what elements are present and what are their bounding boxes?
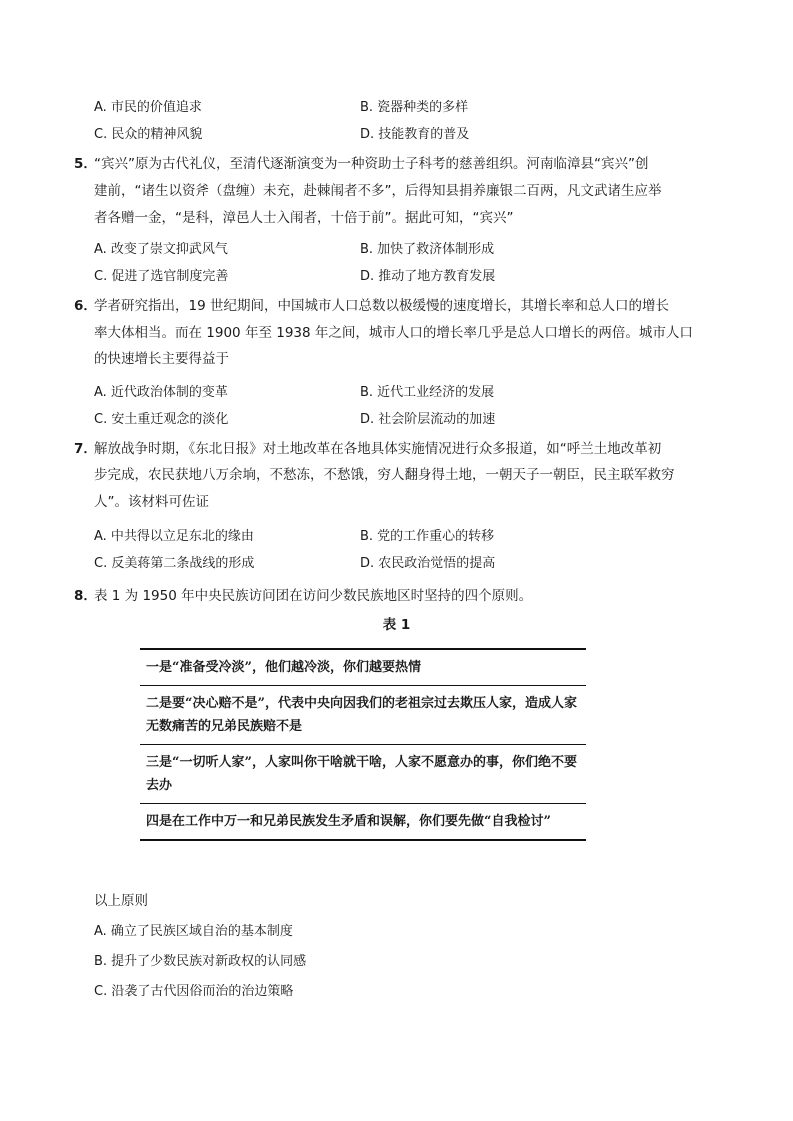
q5-option-c: C. 促进了选官制度完善 — [94, 269, 229, 284]
q5-line-3: 者各赠一金，“是科，漳邑人士入闱者，十倍于前”。据此可知，“宾兴” — [94, 210, 514, 226]
q5-number: 5． — [74, 156, 97, 172]
q8-line: 表 1 为 1950 年中央民族访问团在访问少数民族地区时坚持的四个原则。 — [94, 588, 533, 604]
q8-number: 8． — [74, 588, 97, 604]
table-row — [140, 685, 586, 744]
q6-line-2: 率大体相当。而在 1900 年至 1938 年之间，城市人口的增长率几乎是总人口增长的两倍。城市人口 — [94, 325, 693, 341]
table-caption: 表 1 — [382, 617, 411, 633]
q8-option-c: C. 沿袭了古代因俗而治的治边策略 — [94, 984, 294, 999]
q8-option-a: A. 确立了民族区域自治的基本制度 — [94, 924, 293, 939]
q5-option-d: D. 推动了地方教育发展 — [360, 269, 496, 284]
q4-option-c: C. 民众的精神风貌 — [94, 127, 203, 142]
table-row-2-line-2: 无数痛苦的兄弟民族赔不是 — [146, 719, 303, 734]
q5-option-a: A. 改变了崇文抑武风气 — [94, 242, 228, 257]
q5-option-b: B. 加快了救济体制形成 — [360, 242, 495, 257]
q6-line-3: 的快速增长主要得益于 — [94, 351, 229, 367]
table-row — [140, 648, 586, 685]
table-bottom-rule — [140, 839, 586, 841]
q6-option-b: B. 近代工业经济的发展 — [360, 385, 495, 400]
q4-option-a: A. 市民的价值追求 — [94, 100, 202, 115]
q4-option-b: B. 瓷器种类的多样 — [360, 100, 469, 115]
table-row — [140, 744, 586, 803]
q8-option-b: B. 提升了少数民族对新政权的认同感 — [94, 954, 307, 969]
table-row-2-line-1: 二是要“决心赔不是”，代表中央向因我们的老祖宗过去欺压人家，造成人家 — [146, 696, 577, 711]
table-row — [140, 803, 586, 839]
q6-line-1: 学者研究指出，19 世纪期间，中国城市人口总数以极缓慢的速度增长，其增长率和总人口的增长 — [94, 298, 669, 314]
q5-line-1: “宾兴”原为古代礼仪，至清代逐渐演变为一种资助士子科考的慈善组织。河南临漳县“宾兴”创 — [94, 156, 649, 172]
q7-option-a: A. 中共得以立足东北的缘由 — [94, 529, 254, 544]
q7-number: 7． — [74, 441, 97, 457]
table-row-3-line-1: 三是“一切听人家”，人家叫你干啥就干啥，人家不愿意办的事，你们绝不要 — [146, 755, 577, 770]
table-row-3-line-2: 去办 — [146, 778, 173, 793]
q7-option-c: C. 反美蒋第二条战线的形成 — [94, 556, 255, 571]
q4-option-d: D. 技能教育的普及 — [360, 127, 470, 142]
q6-number: 6． — [74, 298, 97, 314]
table-row-1-line-1: 一是“准备受冷淡”，他们越冷淡，你们越要热情 — [146, 660, 421, 675]
q7-line-1: 解放战争时期，《东北日报》对土地改革在各地具体实施情况进行众多报道，如“呼兰土地改革初 — [94, 441, 662, 457]
q8-stem: 以上原则 — [94, 893, 148, 909]
q6-option-a: A. 近代政治体制的变革 — [94, 385, 228, 400]
q7-line-3: 人”。该材料可佐证 — [94, 494, 209, 510]
q6-option-d: D. 社会阶层流动的加速 — [360, 412, 496, 427]
table-row-4-line-1: 四是在工作中万一和兄弟民族发生矛盾和误解，你们要先做“自我检讨” — [146, 814, 551, 829]
q5-line-2: 建前，“诸生以资斧（盘缠）未充，赴棘闱者不多”，后得知县捐养廉银二百两，凡文武诸生应举 — [94, 183, 662, 199]
q6-option-c: C. 安土重迁观念的淡化 — [94, 412, 229, 427]
principles-table — [140, 648, 586, 841]
q7-option-b: B. 党的工作重心的转移 — [360, 529, 495, 544]
q7-option-d: D. 农民政治觉悟的提高 — [360, 556, 496, 571]
q7-line-2: 步完成，农民获地八万余垧，不愁冻，不愁饿，穷人翻身得土地，一朝天子一朝臣，民主联军救穷 — [94, 467, 675, 483]
